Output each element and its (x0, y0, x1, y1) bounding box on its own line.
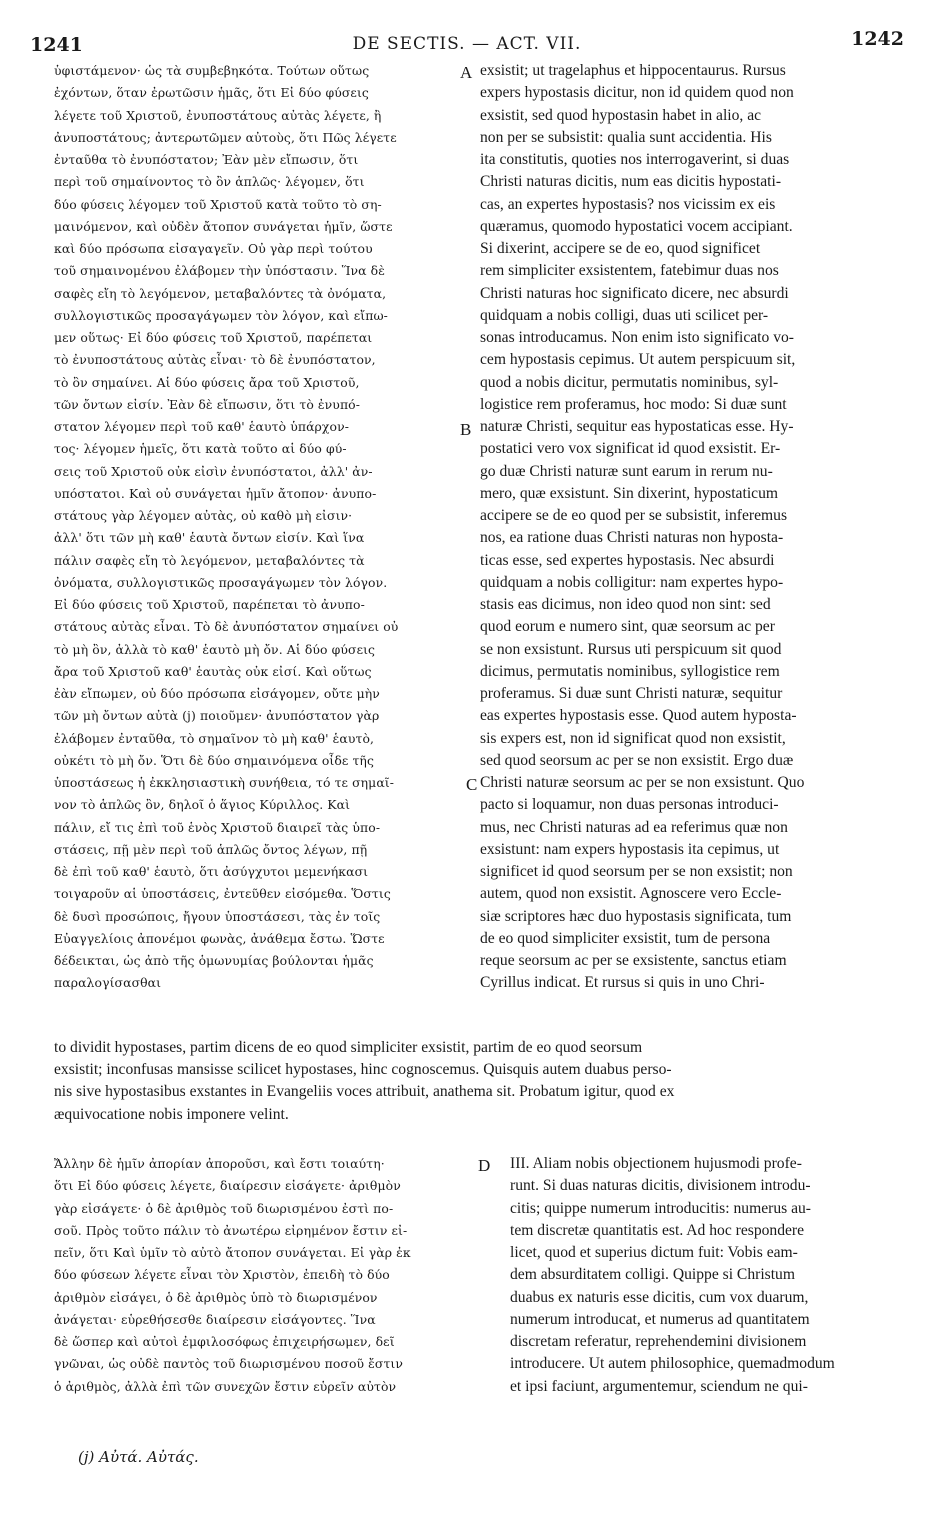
text-line: naturæ Christi, sequitur eas hypostaticas esse. Hy- (480, 418, 794, 435)
footnote: (j) Αὐτά. Αὐτάς. (78, 1448, 199, 1466)
text-line: ita constitutis, quoties nos interrogaverint, si duas (480, 151, 790, 168)
greek-column-bottom (54, 1153, 474, 1398)
text-line: σεις τοῦ Χριστοῦ οὐκ εἰσὶν ἐνυπόστατοι, ἀλλ' ἀν- (54, 463, 373, 479)
text-line: nos, ea ratione duas Christi naturas non hyposta- (480, 529, 784, 547)
text-line: Εἰ δύο φύσεις τοῦ Χριστοῦ, παρέπεται τὸ ἀνυπο- (54, 597, 365, 612)
text-line: ἀνάγεται· εὑρεθήσεσθε διαίρεσιν εἰσάγοντες. Ἵνα (54, 1311, 376, 1327)
text-line: se non exsistunt. Rursus uti perspicuum sit quod (480, 640, 782, 658)
text-line: συλλογιστικῶς προσαγάγωμεν τὸν λόγον, καὶ εἴπω- (54, 307, 388, 323)
text-line: significet id quod seorsum per se non exsistit; non (480, 863, 793, 880)
text-line: sed quod seorsum ac per se non exsistit. Ergo duæ (480, 751, 794, 769)
text-line: Christi naturas hoc significato dicere, nec absurdi (480, 284, 789, 302)
text-line: mero, quæ exsistunt. Sin dixerint, hypostaticum (480, 484, 778, 502)
page-header (30, 28, 904, 62)
margin-marker-a: A (460, 63, 473, 82)
text-line: τὸ ὂν σημαίνει. Αἱ δύο φύσεις ἄρα τοῦ Χριστοῦ, (54, 374, 360, 390)
text-line: μεν οὕτως· Εἰ δύο φύσεις τοῦ Χριστοῦ, παρέπεται (54, 330, 373, 345)
text-line: ἐλάβομεν ἐνταῦθα, τὸ σημαῖνον τὸ μὴ καθ' ἑαυτὸ, (54, 730, 375, 746)
margin-marker-d: D (478, 1156, 491, 1175)
text-line: τοιγαροῦν αἱ ὑποστάσεις, ἐντεῦθεν εἰσόμεθα. Ὅστις (54, 886, 391, 902)
text-line: στάτους γὰρ λέγομεν αὐτὰς, οὐ καθὸ μὴ εἰσιν· (54, 508, 353, 523)
text-line: reque seorsum ac per se exsistente, sanctus etiam (480, 952, 787, 969)
text-line: duabus ex naturis esse dicitis, cum vox duarum, (510, 1288, 809, 1306)
text-line: νον τὸ ἁπλῶς ὂν, δηλοῖ ὁ ἅγιος Κύριλλος. Καὶ (54, 797, 351, 813)
text-line: ἐὰν εἴπωμεν, οὐ δύο πρόσωπα εἰσάγομεν, οὔτε μὴν (54, 686, 380, 701)
text-line: quæramus, quomodo hypostatici vocem accipiant. (480, 217, 793, 235)
text-line: ἐχόντων, ὅταν ἐρωτῶσιν ἡμᾶς, ὅτι Εἰ δύο φύσεις (54, 85, 369, 101)
text-line: non per se subsistit: qualia sunt accidentia. His (480, 128, 772, 146)
text-line: postatici vero vox significat id quod exsistit. Er- (480, 440, 781, 458)
text-line: υπόστατοι. Καὶ οὐ συνάγεται ἡμῖν ἄτοπον· ἀνυπο- (54, 485, 377, 501)
text-line: III. Aliam nobis objectionem hujusmodi profe- (510, 1155, 802, 1172)
text-line: στατον λέγομεν περὶ τοῦ καθ' ἑαυτὸ ὑπάρχον- (54, 419, 350, 434)
text-line: ὑποστάσεως ἡ ἐκκλησιαστικὴ συνήθεια, τό τε σημαῖ- (54, 775, 395, 790)
text-line: παραλογίσασθαι (54, 975, 162, 991)
text-line: citis; quippe numerum introducitis: numerus au- (510, 1199, 811, 1217)
text-line: γνῶναι, ὡς οὐδὲ παντὸς τοῦ διωρισμένου ποσοῦ ἔστιν (54, 1356, 404, 1372)
text-line: runt. Si duas naturas dicitis, divisionem introdu- (510, 1177, 811, 1195)
text-line: δὲ ὥσπερ καὶ αὐτοὶ ἐμφιλοσόφως ἐπιχειρήσωμεν, δεῖ (54, 1334, 395, 1349)
text-line: Εὐαγγελίοις ἀπονέμοι φωνὰς, ἀνάθεμα ἔστω. Ὥστε (54, 930, 385, 946)
text-line: στάσεις, πῇ μὲν περὶ τοῦ ἁπλῶς ὄντος λέγων, πῇ (54, 841, 368, 857)
text-line: stasis eas dicimus, non ideo quod non sint: sed (480, 596, 771, 613)
page-number-left: 1241 (30, 34, 83, 56)
text-line: numerum introducat, et numerus ad quantitatem (510, 1310, 810, 1328)
text-line: τὸ ἐνυποστάτους αὐτὰς εἶναι· τὸ δὲ ἐνυπόστατον, (54, 352, 376, 368)
text-line: accipere se de eo quod per se subsistit, inferemus (480, 507, 788, 524)
text-line: to dividit hypostases, partim dicens de eo quod simpliciter exsistit, partim de eo quod seorsum (54, 1039, 643, 1056)
text-line: ἀνυποστάτους; ἀντερωτῶμεν αὐτοὺς, ὅτι Πῶς λέγετε (54, 129, 397, 145)
text-line: τοῦ σημαινομένου ἐλάβομεν τὴν ὑπόστασιν. Ἵνα δὲ (54, 263, 385, 279)
text-line: δὲ δυσὶ προσώποις, ἤγουν ὑποστάσεσι, τὰς ἐν τοῖς (54, 908, 381, 924)
text-line: quidquam a nobis colligitur: nam expertes hypo- (480, 573, 784, 591)
text-line: πάλιν σαφὲς εἴη τὸ λεγόμενον, μεταβαλόντες τὰ (54, 552, 365, 568)
text-line: μαινόμενον, καὶ οὐδὲν ἄτοπον συνάγεται ἡμῖν, ὥστε (54, 218, 393, 234)
text-line: rem simpliciter exsistentem, fatebimur duas nos (480, 262, 779, 280)
full-width-latin-paragraph (54, 1037, 906, 1126)
text-line: ἀλλ' ὅτι τῶν μὴ καθ' ἑαυτὰ ὄντων εἰσίν. Καὶ ἵνα (54, 530, 365, 546)
text-line: ὑφιστάμενον· ὡς τὰ συμβεβηκότα. Τούτων οὕτως (54, 63, 370, 78)
margin-marker-b: B (460, 420, 472, 439)
text-line: cem hypostasis cepimus. Ut autem perspicuum sit, (480, 351, 796, 369)
text-line: exsistunt: nam expers hypostasis ita cepimus, ut (480, 840, 780, 858)
text-line: Cyrillus indicat. Et rursus si quis in uno Chri- (480, 974, 765, 992)
latin-column-top (480, 60, 906, 995)
text-line: exsistit, sed quod hypostasin habet in alio, ac (480, 106, 762, 124)
text-line: de eo quod simpliciter exsistit, tum de persona (480, 929, 771, 947)
text-line: τῶν μὴ ὄντων αὐτὰ (j) ποιοῦμεν· ἀνυπόστατον γὰρ (54, 708, 380, 724)
text-line: eas expertes hypostasis esse. Quod autem hyposta- (480, 707, 797, 725)
text-line: nis sive hypostasibus exstantes in Evangeliis voces attribuit, anathema sit. Probatum igitur, quod ex (54, 1083, 675, 1101)
text-line: ticas esse, sed expertes hypostasis. Nec absurdi (480, 551, 775, 569)
margin-marker-c: C (466, 775, 478, 794)
text-line: licet, quod et superius dictum fuit: Vobis eam- (510, 1244, 798, 1261)
text-line: exsistit; ut tragelaphus et hippocentaurus. Rursus (480, 62, 786, 79)
text-line: περὶ τοῦ σημαίνοντος τὸ ὂν ἁπλῶς· λέγομεν, ὅτι (54, 174, 365, 190)
text-line: siæ scriptores hæc duo hypostasis significata, tum (480, 907, 792, 925)
text-line: introducere. Ut autem philosophice, quemadmodum (510, 1355, 835, 1373)
text-line: sis expers est, non id significat quod non exsistit, (480, 729, 786, 747)
text-line: logistice rem proferamus, hoc modo: Si duæ sunt (480, 395, 787, 413)
text-line: quidquam a nobis colligi, duas uti scilicet per- (480, 306, 769, 324)
text-line: mus, nec Christi naturas ad ea referimus quæ non (480, 818, 788, 836)
text-line: ὅτι Εἰ δύο φύσεις λέγετε, διαίρεσιν εἰσάγετε· ἀριθμὸν (54, 1178, 401, 1194)
text-line: Ἄλλην δὲ ἡμῖν ἀπορίαν ἀποροῦσι, καὶ ἔστι τοιαύτη· (54, 1156, 385, 1171)
page-number-right: 1242 (851, 28, 904, 50)
text-line: quod a nobis dicitur, permutatis nominibus, syl- (480, 373, 779, 391)
text-line: go duæ Christi naturæ sunt earum in rerum nu- (480, 462, 773, 480)
greek-column-top (54, 60, 454, 995)
latin-column-bottom (510, 1153, 906, 1398)
text-line: dem absurditatem colligi. Quippe si Christum (510, 1266, 795, 1284)
text-line: æquivocatione nobis imponere velint. (54, 1105, 289, 1123)
text-line: sonas introducamus. Non enim isto significato vo- (480, 329, 794, 346)
text-line: proferamus. Si duæ sunt Christi naturæ, sequitur (480, 685, 783, 702)
text-line: τῶν ὄντων εἰσίν. Ἐὰν δὲ εἴπωσιν, ὅτι τὸ ἐνυπό- (54, 396, 361, 412)
text-line: dicimus, permutatis nominibus, syllogistice rem (480, 662, 780, 680)
text-line: ὀνόματα, συλλογιστικῶς προσαγάγωμεν τὸν λόγον. (54, 574, 388, 590)
text-line: σοῦ. Πρὸς τοῦτο πάλιν τὸ ἀνωτέρω εἰρημένον ἔστιν εἰ- (54, 1222, 408, 1238)
text-line: ἐνταῦθα τὸ ἐνυπόστατον; Ἐὰν μὲν εἴπωσιν, ὅτι (54, 152, 359, 167)
text-line: πεῖν, ὅτι Καὶ ὑμῖν τὸ αὐτὸ ἄτοπον συνάγεται. Εἰ γὰρ ἐκ (54, 1245, 411, 1260)
text-line: δύο φύσεων λέγετε εἶναι τὸν Χριστὸν, ἐπειδὴ τὸ δύο (54, 1267, 390, 1283)
text-line: Christi naturæ seorsum ac per se non exsistunt. Quo (480, 774, 805, 791)
text-line: καὶ δύο πρόσωπα εἰσαγαγεῖν. Οὐ γὰρ περὶ τούτου (54, 241, 373, 256)
text-line: discretam referatur, reprehendemini divisionem (510, 1333, 807, 1350)
text-line: τὸ μὴ ὂν, ἀλλὰ τὸ καθ' ἑαυτὸ μὴ ὄν. Αἱ δύο φύσεις (54, 641, 376, 657)
text-line: σαφὲς εἴη τὸ λεγόμενον, μεταβαλόντες τὰ ὀνόματα, (54, 285, 387, 301)
text-line: τος· λέγομεν ἡμεῖς, ὅτι κατὰ τοῦτο αἱ δύο φύ- (54, 441, 347, 457)
running-title: DE SECTIS. — ACT. VII. (352, 34, 582, 54)
text-line: οὐκέτι τὸ μὴ ὄν. Ὅτι δὲ δύο σημαινόμενα οἶδε τῆς (54, 752, 374, 768)
text-line: γὰρ εἰσάγετε· ὁ δὲ ἀριθμὸς τοῦ διωρισμένου ἐστὶ πο- (54, 1200, 394, 1216)
text-line: Si dixerint, accipere se de eo, quod significet (480, 240, 761, 257)
text-line: πάλιν, εἴ τις ἐπὶ τοῦ ἑνὸς Χριστοῦ διαιρεῖ τὰς ὑπο- (54, 819, 381, 835)
text-line: στάτους αὐτὰς εἶναι. Τὸ δὲ ἀνυπόστατον σημαίνει οὐ (54, 619, 399, 635)
text-line: Christi naturas dicitis, num eas dicitis hypostati- (480, 173, 782, 191)
text-line: δὲ ἐπὶ τοῦ καθ' ἑαυτὸ, ὅτι ἀσύγχυτοι μεμενήκασι (54, 864, 369, 879)
text-line: expers hypostasis dicitur, non id quidem quod non (480, 84, 794, 102)
text-line: et ipsi faciunt, argumentemur, sciendum ne qui- (510, 1377, 808, 1395)
text-line: exsistit; inconfusas mansisse scilicet hypostases, hinc cognoscemus. Quisquis autem duabus perso- (54, 1061, 672, 1079)
text-line: δέδεικται, ὡς ἀπὸ τῆς ὁμωνυμίας βούλονται ἡμᾶς (54, 953, 374, 968)
text-line: ὁ ἀριθμὸς, ἀλλὰ ἐπὶ τῶν συνεχῶν ἔστιν εὑρεῖν αὐτὸν (54, 1378, 397, 1394)
text-line: tem discretæ quantitatis est. Ad hoc respondere (510, 1221, 805, 1239)
text-line: cas, an expertes hypostasis? nos vicissim ex eis (480, 195, 776, 213)
text-line: quod eorum e numero sint, quæ seorsum ac per (480, 618, 775, 636)
text-line: autem, quod non exsistit. Agnoscere vero Eccle- (480, 885, 782, 903)
text-line: δύο φύσεις λέγομεν τοῦ Χριστοῦ κατὰ τοῦτο τὸ ση- (54, 196, 382, 212)
text-line: pacto si loquamur, non duas personas introduci- (480, 796, 779, 814)
text-line: ἄρα τοῦ Χριστοῦ καθ' ἑαυτὰς οὐκ εἰσί. Καὶ οὕτως (54, 663, 372, 679)
text-line: λέγετε τοῦ Χριστοῦ, ἐνυποστάτους αὐτὰς λέγετε, ἢ (54, 107, 382, 123)
text-line: ἀριθμὸν εἰσάγει, ὁ δὲ ἀριθμὸς ὑπὸ τὸ διωρισμένον (54, 1289, 378, 1305)
